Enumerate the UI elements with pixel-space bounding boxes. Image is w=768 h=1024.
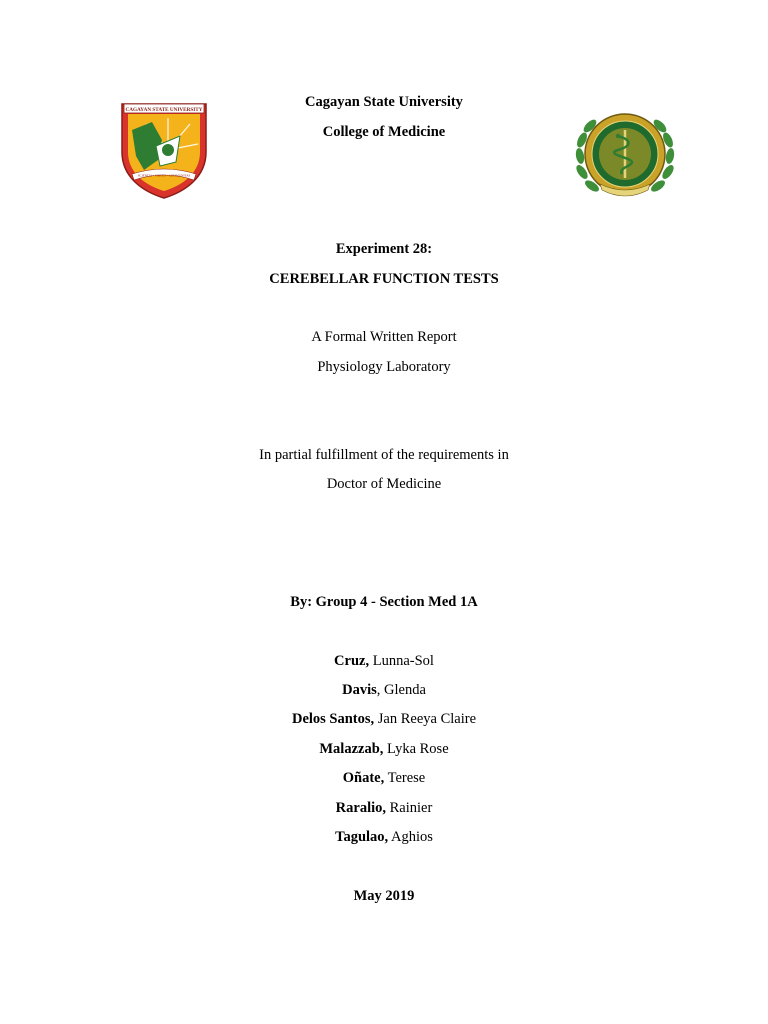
logo-banner-bottom: SCIENTIA • VIRTUS • COMMUNITAS: [137, 173, 191, 178]
member-name: [0, 769, 768, 787]
university-name: Cagayan State University: [305, 94, 463, 110]
member-given-name: Aghios: [388, 829, 433, 845]
college-of-medicine-laurel-seal-icon: [570, 104, 680, 206]
member-name: [0, 652, 768, 670]
member-given-name: Jan Reeya Claire: [374, 711, 477, 727]
report-type: A Formal Written Report: [311, 329, 457, 345]
report-date: May 2019: [353, 888, 415, 904]
member-given-name: Lyka Rose: [383, 741, 449, 757]
member-name: [0, 828, 768, 846]
group-label: By: Group 4 - Section Med 1A: [290, 594, 478, 610]
member-surname: Oñate,: [342, 770, 385, 786]
college-name: College of Medicine: [322, 124, 446, 140]
experiment-title: CEREBELLAR FUNCTION TESTS: [269, 271, 499, 287]
member-name: [0, 681, 768, 699]
member-surname: Davis: [342, 682, 377, 698]
report-course: Physiology Laboratory: [317, 359, 451, 375]
member-surname: Delos Santos,: [291, 711, 375, 727]
university-logo: [118, 100, 210, 200]
member-name: [0, 710, 768, 728]
member-given-name: Rainier: [386, 800, 433, 816]
member-given-name: , Glenda: [376, 682, 426, 698]
member-surname: Malazzab,: [319, 741, 384, 757]
member-given-name: Terese: [384, 770, 426, 786]
member-given-name: Lunna-Sol: [369, 653, 434, 669]
fulfillment-line-1: In partial fulfillment of the requirements in: [259, 447, 509, 463]
experiment-number: Experiment 28:: [335, 241, 433, 257]
member-surname: Cruz,: [334, 653, 370, 669]
member-name: [0, 799, 768, 817]
member-name: [0, 740, 768, 758]
member-surname: Tagulao,: [335, 829, 389, 845]
logo-banner-top: CAGAYAN STATE UNIVERSITY: [125, 107, 203, 113]
college-logo: [570, 104, 680, 206]
fulfillment-line-2: Doctor of Medicine: [326, 476, 442, 492]
member-surname: Raralio,: [335, 800, 387, 816]
csu-shield-seal-icon: [118, 100, 210, 200]
